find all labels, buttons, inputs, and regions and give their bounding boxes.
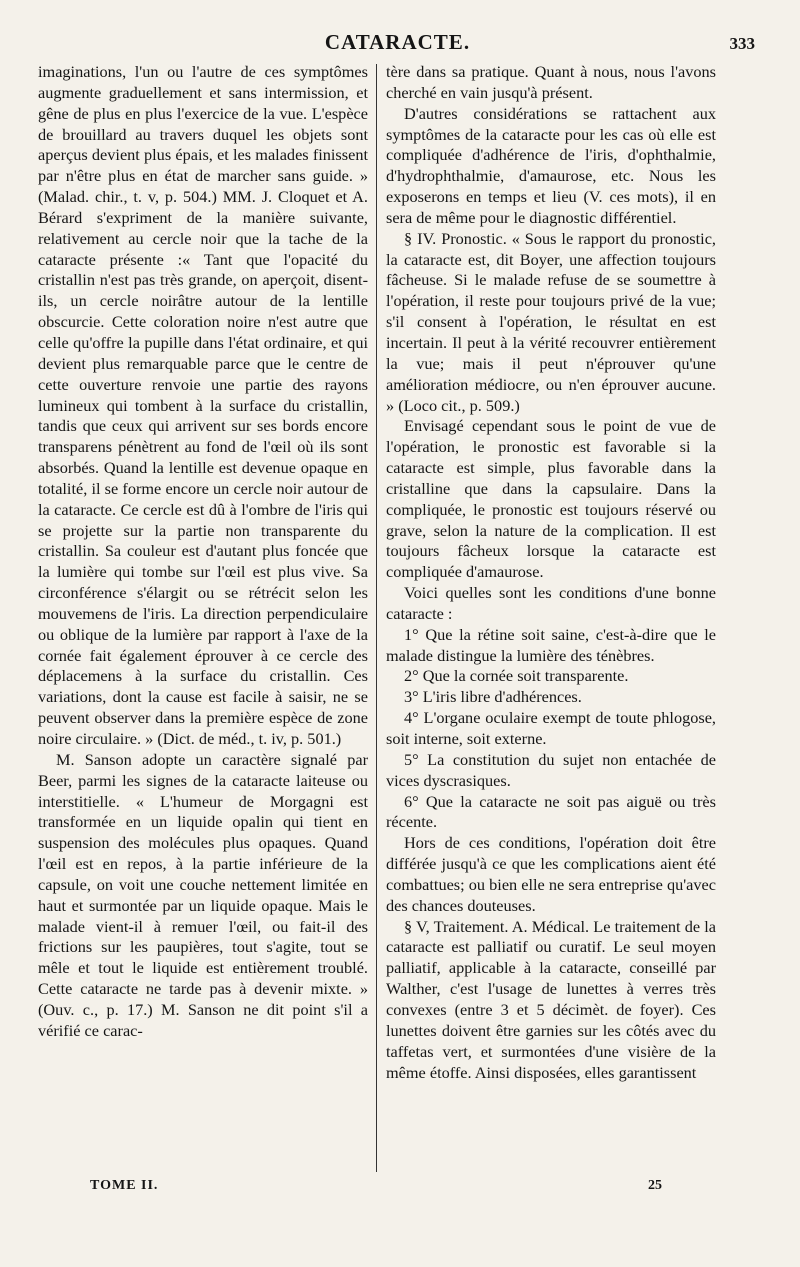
page-footer xyxy=(40,1178,720,1202)
right-column xyxy=(386,62,716,1174)
list-item: 4° L'organe oculaire exempt de toute phlogose, soit interne, soit externe. xyxy=(386,708,716,748)
list-item: 6° Que la cataracte ne soit pas aiguë ou très récente. xyxy=(386,791,716,832)
paragraph: D'autres considérations se rattachent aux symptômes de la cataracte pour les cas où elle est compliquée d'adhérence de l'iris, d'ophthalmie, d'hydrophthalmie, d'amaurose, etc. Nous les exposerons en temps et lieu (V. ces mots), il en sera de même pour le diagnostic différentiel. xyxy=(386,103,716,227)
paragraph: imaginations, l'un ou l'autre de ces symptômes augmente graduellement et sans intermission, et gêne de plus en plus l'exercice de la vue. L'espèce de brouillard au travers duquel les objets sont aperçus devient plus épais, et les malades finissent par n'être plus en état de marcher sans guide. » (Malad. chir., t. v, p. 504.) MM. J. Cloquet et A. Bérard s'expriment de la manière suivante, relativement au cercle noir que la tache de la cataracte présente :« Tant que l'opacité du cristallin n'est pas très grande, on aperçoit, disent-ils, un cercle noirâtre autour de la lentille obscurcie. Cette coloration noire n'est autre que celle qu'offre la pupille dans l'état ordinaire, et qui devient plus remarquable parce que le centre de cette ouverture renvoie une partie des rayons lumineux qui tombent à la surface du cristallin, tandis que ceux qui arrivent sur ses bords encore transparens pénètrent au fond de l'œil où ils sont absorbés. Quand la lentille est devenue opaque en totalité, il se forme encore un cercle noir autour de la cataracte. Ce cercle est dû à l'ombre de l'iris qui se projette sur la partie non transparente du cristallin. Sa couleur est d'autant plus foncée que la lumière qui tombe sur l'œil est plus vive. Sa circonférence s'élargit ou se rétrécit selon les mouvemens de l'iris. La direction perpendiculaire ou oblique de la lumière par rapport à l'axe de la cornée fait également éprouver à ce cercle des déplacemens à la surface du cristallin. Ces variations, dont la cause est facile à saisir, ne se peuvent observer dans la première espèce de zone noire circulaire. » (Dict. de méd., t. iv, p. 501.) xyxy=(38,62,368,748)
column-divider xyxy=(376,64,377,1172)
paragraph: Envisagé cependant sous le point de vue de l'opération, le pronostic est favorable si la cataracte est simple, plus favorable dans la cristalline que dans la capsulaire. Dans la compliquée, le pronostic est toujours réservé ou grave, selon la nature de la complication. Il est toujours fâcheux lorsque la cataracte est compliquée d'amaurose. xyxy=(386,416,716,582)
running-title: CATARACTE. xyxy=(324,30,471,54)
list-item: 1° Que la rétine soit saine, c'est-à-dire que le malade distingue la lumière des ténèbres. xyxy=(386,624,716,665)
paragraph: Voici quelles sont les conditions d'une bonne cataracte : xyxy=(386,583,716,623)
page-header xyxy=(40,30,755,56)
page-number: 333 xyxy=(729,34,755,53)
list-item: 3° L'iris libre d'adhérences. xyxy=(404,687,582,707)
volume-signature: TOME II. xyxy=(90,1178,159,1193)
list-item: 5° La constitution du sujet non entachée de vices dyscrasiques. xyxy=(386,749,716,790)
list-item: 2° Que la cornée soit transparente. xyxy=(404,666,629,686)
paragraph-traitement: § V, Traitement. A. Médical. Le traitement de la cataracte est palliatif ou curatif. Le seul moyen palliatif, applicable à la cataracte, conseillé par Walther, c'est l'usage de lunettes à verres très convexes (entre 3 et 5 décimèt. de foyer). Ces lunettes doivent être garnies sur les côtés avec du taffetas vert, et surmontées d'une visière de la même étoffe. Ainsi disposées, elles garantissent xyxy=(386,916,716,1082)
paragraph-pronostic: § IV. Pronostic. « Sous le rapport du pronostic, la cataracte est, dit Boyer, une affection toujours fâcheuse. Si le malade refuse de se soumettre à l'opération, il reste pour toujours privé de la vue; s'il consent à l'opération, le résultat en est incertain. Il peut à la vérité recouvrer entièrement la vue; mais il peut n'éprouver qu'une amélioration médiocre, ou n'en éprouver aucune. » (Loco cit., p. 509.) xyxy=(386,228,716,415)
sheet-number: 25 xyxy=(648,1178,662,1193)
paragraph: M. Sanson adopte un caractère signalé par Beer, parmi les signes de la cataracte laiteuse ou interstitielle. « L'humeur de Morgagni est transformée en un liquide opalin qui tient en suspension des molécules plus opaques. Quand l'œil est en repos, à la partie inférieure de la capsule, on voit une couche nettement limitée en haut et surmontée par un liquide opaque. Mais le malade vient-il à remuer l'œil, ou fait-il des frictions sur les paupières, tout s'agite, tout se mêle et tout le liquide est entièrement troublé. Cette cataracte ne tarde pas à devenir mixte. » (Ouv. c., p. 17.) M. Sanson ne dit point s'il a vérifié ce carac- xyxy=(38,749,368,1040)
paragraph: Hors de ces conditions, l'opération doit être différée jusqu'à ce que les complications aient été combattues; ou bien elle ne sera entreprise qu'avec des chances douteuses. xyxy=(386,833,716,915)
left-column xyxy=(38,62,368,1174)
paragraph: tère dans sa pratique. Quant à nous, nous l'avons cherché en vain jusqu'à présent. xyxy=(386,62,716,102)
